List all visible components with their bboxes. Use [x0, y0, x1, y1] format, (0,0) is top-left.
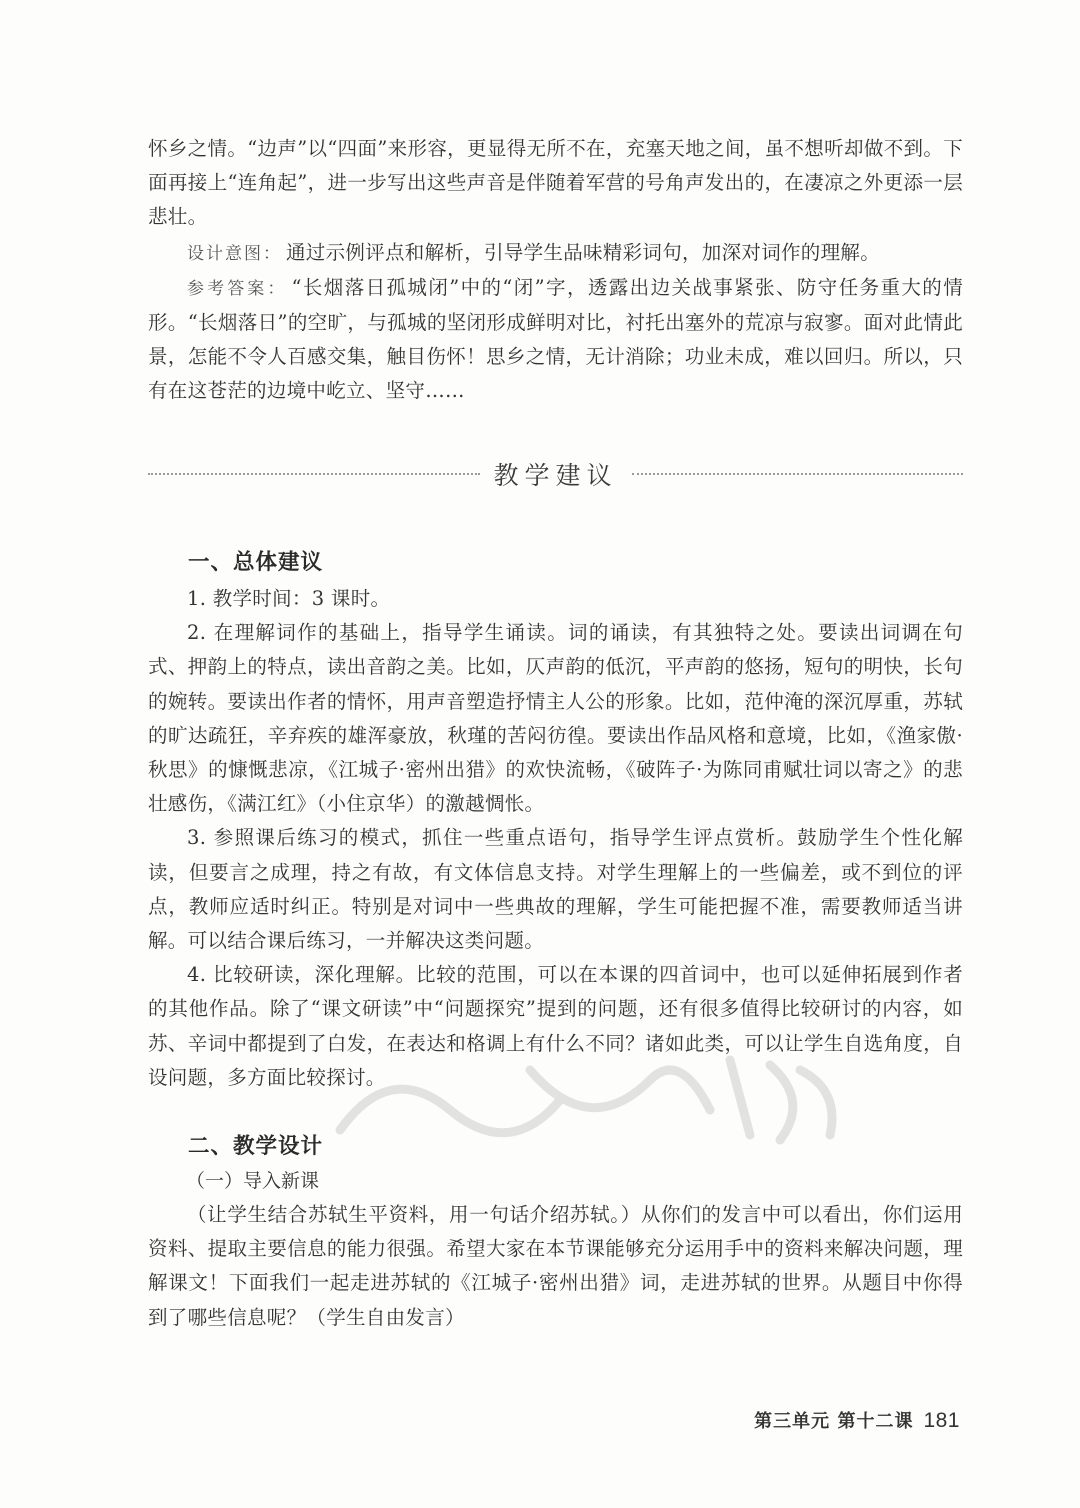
section-teaching-design — [148, 1130, 963, 1335]
suggestion-item: 3. 参照课后练习的模式，抓住一些重点语句，指导学生评点赏析。鼓励学生个性化解读，但要言之成理，持之有故，有文体信息支持。对学生理解上的一些偏差，或不到位的评点，教师应适时纠正。特别是对词中一些典故的理解，学生可能把握不准，需要教师适当讲解。可以结合课后练习，一并解决这类问题。 — [148, 826, 963, 953]
suggestion-item: 4. 比较研读，深化理解。比较的范围，可以在本课的四首词中，也可以延伸拓展到作者的其他作品。除了“课文研读”中“问题探究”提到的问题，还有很多值得比较研讨的内容，如苏、辛词中都提到了白发，在表达和格调上有什么不同？诸如此类，可以让学生自选角度，自设问题，多方面比较探讨。 — [148, 963, 963, 1089]
top-section — [148, 132, 963, 409]
paragraph-homesick: 怀乡之情。“边声”以“四面”来形容，更显得无所不在，充塞天地之间，虽不想听却做不到。下面再接上“连角起”，进一步写出这些声音是伴随着军营的号角声发出的，在凄凉之外更添一层悲壮。 — [148, 137, 963, 229]
sub-heading-intro: （一）导入新课 — [186, 1170, 320, 1192]
reference-answer-label: 参考答案： — [187, 278, 288, 299]
unit-lesson-label: 第三单元 第十二课 — [754, 1411, 914, 1432]
divider-line-right — [632, 473, 964, 475]
reference-answer-text: “长烟落日孤城闭”中的“闭”字，透露出边关战事紧张、防守任务重大的情形。“长烟落日”的空旷，与孤城的坚闭形成鲜明对比，衬托出塞外的荒凉与寂寥。面对此情此景，怎能不令人百感交集，触目伤怀！思乡之情，无计消除；功业未成，难以回归。所以，只有在这苍茫的边境中屹立、坚守…… — [148, 275, 964, 403]
section-heading-design: 二、教学设计 — [188, 1134, 324, 1159]
reference-answer-paragraph — [148, 271, 963, 409]
design-intent-label: 设计意图： — [187, 243, 282, 264]
design-intent-paragraph — [148, 236, 963, 271]
suggestion-item: 2. 在理解词作的基础上，指导学生诵读。词的诵读，有其独特之处。要读出词调在句式、押韵上的特点，读出音韵之美。比如，仄声韵的低沉，平声韵的悠扬，短句的明快，长句的婉转。要读出作者的情怀，用声音塑造抒情主人公的形象。比如，范仲淹的深沉厚重，苏轼的旷达疏狂，辛弃疾的雄浑豪放，秋瑾的苦闷彷徨。要读出作品风格和意境，比如，《渔家傲·秋思》的慷慨悲凉，《江城子·密州出猎》的欢快流畅，《破阵子·为陈同甫赋壮词以寄之》的悲壮感伤，《满江红》（小住京华）的激越惆怅。 — [148, 621, 963, 816]
section-heading-overall: 一、总体建议 — [188, 550, 324, 575]
section-divider — [148, 452, 963, 496]
suggestion-item: 1. 教学时间：3 课时。 — [187, 587, 391, 610]
page-footer — [754, 1407, 960, 1433]
section-overall-suggestions — [148, 546, 963, 1095]
divider-title: 教学建议 — [493, 461, 618, 490]
divider-line-left — [148, 473, 480, 475]
design-intent-text: 通过示例评点和解析，引导学生品味精彩词句，加深对词作的理解。 — [286, 240, 881, 264]
intro-paragraph: （让学生结合苏轼生平资料，用一句话介绍苏轼。）从你们的发言中可以看出，你们运用资料、提取主要信息的能力很强。希望大家在本节课能够充分运用手中的资料来解决问题，理解课文！下面我们一起走进苏轼的《江城子·密州出猎》词，走进苏轼的世界。从题目中你得到了哪些信息呢？（学生自由发言） — [148, 1203, 963, 1329]
page-number: 181 — [923, 1409, 960, 1432]
